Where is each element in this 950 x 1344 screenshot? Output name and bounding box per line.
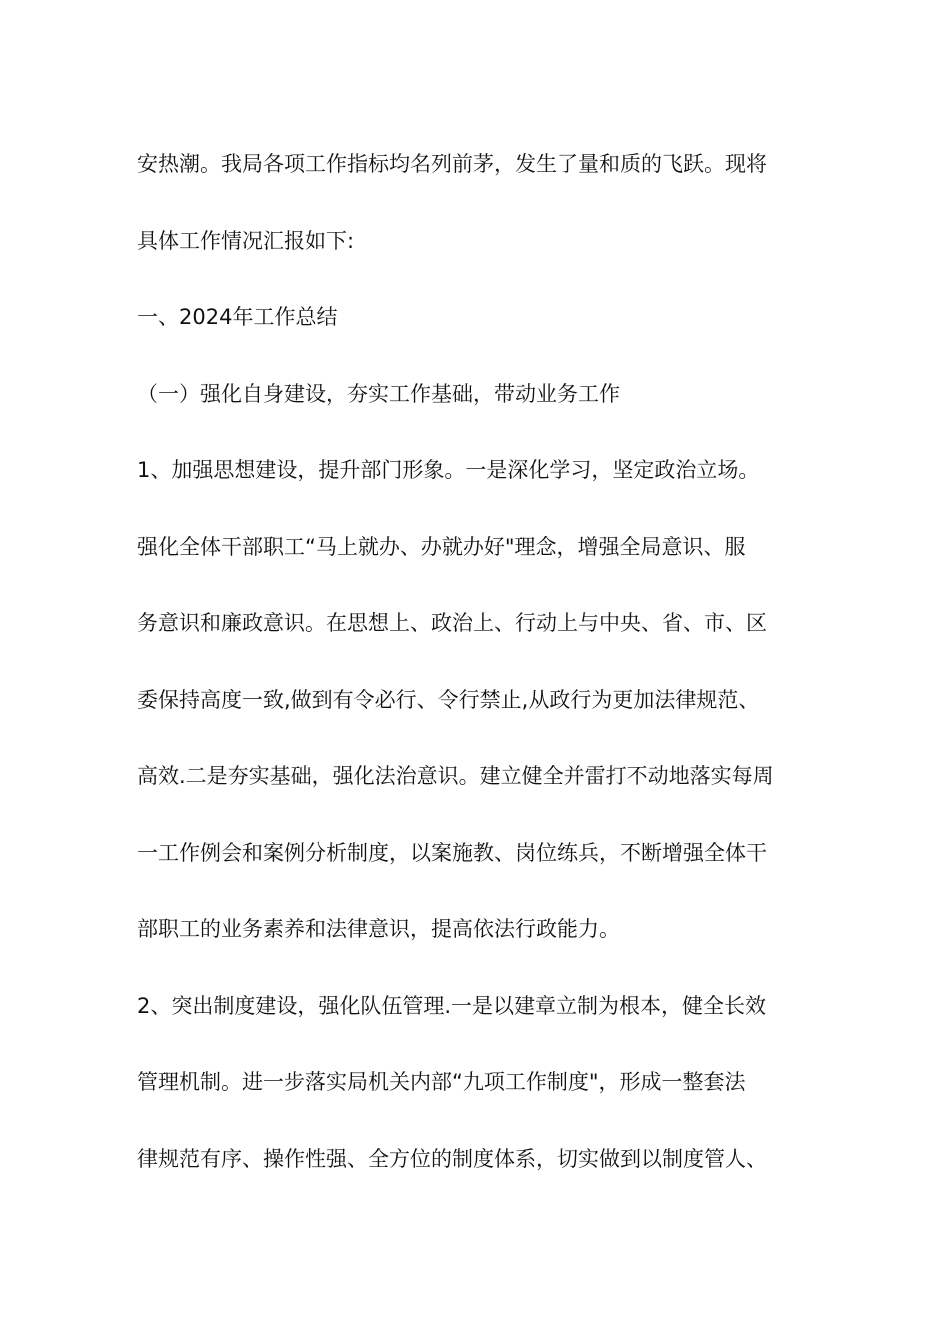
section-heading: 一、2024年工作总结 — [137, 305, 338, 329]
paragraph-line: 委保持高度一致,做到有令必行、令行禁止,从政行为更加法律规范、 — [137, 687, 760, 712]
paragraph-line: 具体工作情况汇报如下: — [137, 228, 355, 253]
paragraph-line: 律规范有序、操作性强、全方位的制度体系，切实做到以制度管人、 — [137, 1146, 767, 1171]
paragraph-line: 强化全体干部职工“马上就办、办就办好"理念，增强全局意识、服 — [137, 534, 746, 559]
paragraph-line: 部职工的业务素养和法律意识，提高依法行政能力。 — [137, 917, 620, 941]
paragraph-line: 2、突出制度建设，强化队伍管理.一是以建章立制为根本，健全长效 — [137, 993, 767, 1018]
paragraph-line: 安热潮。我局各项工作指标均名列前茅，发生了量和质的飞跃。现将 — [137, 152, 767, 176]
paragraph-line: 务意识和廉政意识。在思想上、政治上、行动上与中央、省、市、区 — [137, 611, 767, 635]
document-body — [137, 142, 827, 1213]
paragraph-line: 管理机制。进一步落实局机关内部“九项工作制度"，形成一整套法 — [137, 1070, 746, 1094]
paragraph-line: 高效.二是夯实基础，强化法治意识。建立健全并雷打不动地落实每周 — [137, 764, 774, 788]
paragraph-line: 1、加强思想建设，提升部门形象。一是深化学习，坚定政治立场。 — [137, 458, 760, 482]
paragraph-line: 一工作例会和案例分析制度，以案施教、岗位练兵，不断增强全体干 — [137, 840, 767, 865]
subsection-heading: （一）强化自身建设，夯实工作基础，带动业务工作 — [137, 381, 620, 406]
